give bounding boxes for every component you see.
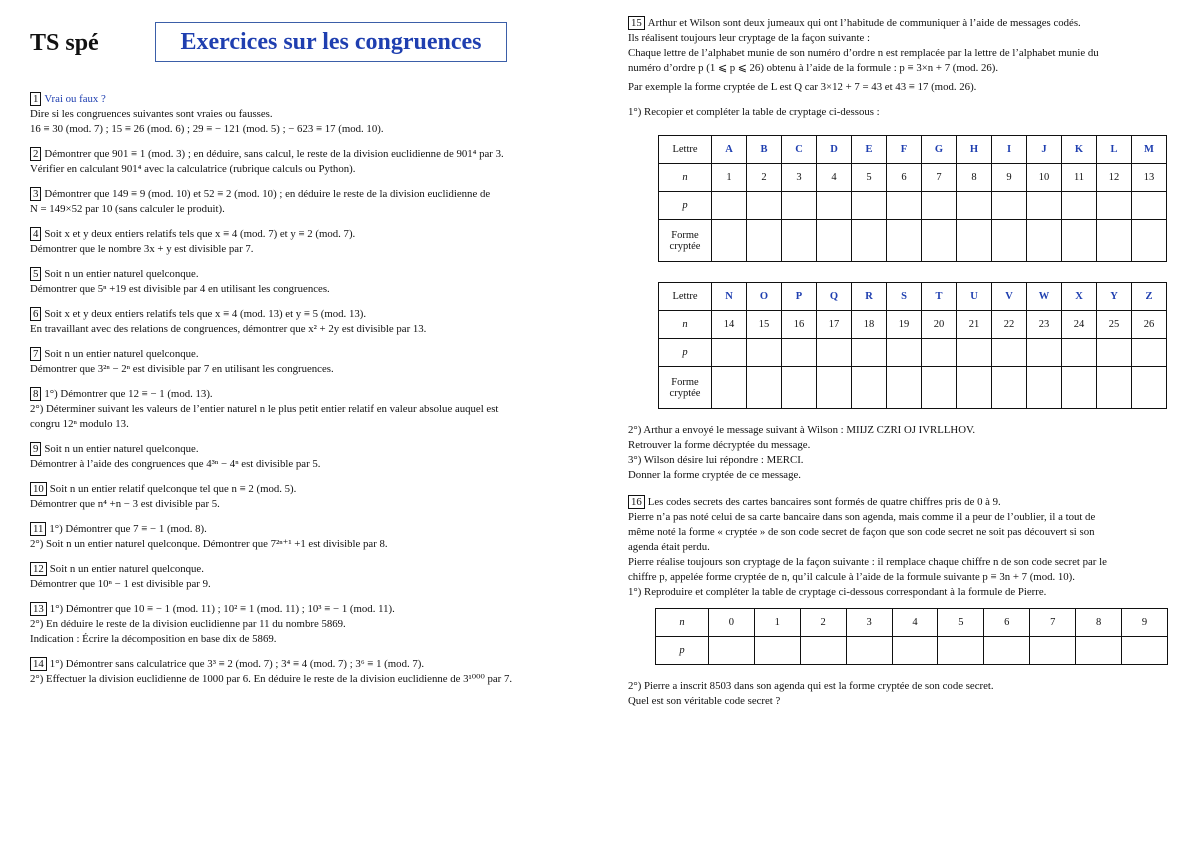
n-cell: 24 <box>1062 311 1097 339</box>
ex16-line-1: Pierre n’a pas noté celui de sa carte bancaire dans son agenda, mais comme il a peur de l’oublier, il a tout de <box>628 511 1096 523</box>
exercise-number: 8 <box>30 387 41 401</box>
exercise-6 <box>30 307 585 337</box>
n-cell: 12 <box>1097 164 1132 192</box>
exercise-number: 4 <box>30 227 41 241</box>
exercise-number: 10 <box>30 482 47 496</box>
n-cell: 8 <box>1076 609 1122 637</box>
n-cell: 8 <box>957 164 992 192</box>
forme-row <box>659 220 1167 262</box>
n-cell: 0 <box>708 609 754 637</box>
ex15-intro-1: Ils réalisent toujours leur cryptage de la façon suivante : <box>628 32 870 44</box>
ex15-example: Par exemple la forme cryptée de L est Q car 3×12 + 7 = 43 et 43 ≡ 17 (mod. 26). <box>628 81 977 93</box>
exercise-line <box>30 147 585 162</box>
n-cell: 5 <box>852 164 887 192</box>
exercise-2 <box>30 147 585 177</box>
n-row <box>659 164 1167 192</box>
row-label-p: p <box>659 339 712 367</box>
letter-cell: G <box>922 136 957 164</box>
exercise-line: N = 149×52 par 10 (sans calculer le produit). <box>30 203 225 215</box>
exercise-8 <box>30 387 585 432</box>
n-cell: 1 <box>712 164 747 192</box>
exercise-10 <box>30 482 585 512</box>
letter-cell: N <box>712 283 747 311</box>
crypt-table-digits <box>655 608 1168 665</box>
exercise-line: Démontrer que le nombre 3x + y est divisible par 7. <box>30 243 254 255</box>
letter-cell: I <box>992 136 1027 164</box>
exercise-number: 6 <box>30 307 41 321</box>
row-label-n: n <box>659 164 712 192</box>
letter-cell: S <box>887 283 922 311</box>
n-row <box>659 311 1167 339</box>
n-cell: 20 <box>922 311 957 339</box>
ex15-questions <box>628 423 1168 483</box>
exercise-line: 2°) Déterminer suivant les valeurs de l’entier naturel n le plus petit entier relatif en valeur absolue auquel est <box>30 403 499 415</box>
exercise-4 <box>30 227 585 257</box>
letter-cell: X <box>1062 283 1097 311</box>
exercise-16 <box>628 495 1168 600</box>
worksheet-title: Exercices sur les congruences <box>155 22 507 62</box>
forme-row <box>659 367 1167 409</box>
n-cell: 16 <box>782 311 817 339</box>
n-cell: 5 <box>938 609 984 637</box>
n-cell: 10 <box>1027 164 1062 192</box>
exercise-line: Démontrer que n⁴ +n − 3 est divisible par 5. <box>30 498 220 510</box>
exercise-9 <box>30 442 585 472</box>
letter-cell: T <box>922 283 957 311</box>
exercise-14 <box>30 657 585 687</box>
letter-cell: V <box>992 283 1027 311</box>
exercise-line <box>30 482 585 497</box>
exercise-3 <box>30 187 585 217</box>
exercise-text: Soit x et y deux entiers relatifs tels que x ≡ 4 (mod. 13) et y ≡ 5 (mod. 13). <box>44 308 367 320</box>
exercise-text: Soit n un entier naturel quelconque. <box>44 268 199 280</box>
exercise-13 <box>30 602 585 647</box>
letter-cell: H <box>957 136 992 164</box>
exercise-number: 1 <box>30 92 41 106</box>
p-row <box>656 637 1168 665</box>
row-label-letter: Lettre <box>659 283 712 311</box>
exercise-text: Soit n un entier naturel quelconque. <box>49 563 204 575</box>
exercise-number: 3 <box>30 187 41 201</box>
ex15-intro-3: numéro d’ordre p (1 ⩽ p ⩽ 26) obtenu à l’aide de la formule : p ≡ 3×n + 7 (mod. 26). <box>628 62 999 74</box>
exercise-line: 2°) Effectuer la division euclidienne de 1000 par 6. En déduire le reste de la division euclidienne de 3¹⁰⁰⁰ par 7. <box>30 673 513 685</box>
row-label-p: p <box>659 192 712 220</box>
letter-cell: P <box>782 283 817 311</box>
n-cell: 6 <box>984 609 1030 637</box>
exercise-title: Vrai ou faux ? <box>44 93 106 105</box>
level-title: TS spé <box>30 30 99 56</box>
exercise-line: Dire si les congruences suivantes sont vraies ou fausses. <box>30 108 273 120</box>
letter-cell: M <box>1132 136 1167 164</box>
letter-cell: Y <box>1097 283 1132 311</box>
n-cell: 4 <box>817 164 852 192</box>
n-cell: 26 <box>1132 311 1167 339</box>
exercise-text: 1°) Démontrer que 12 ≡ − 1 (mod. 13). <box>44 388 213 400</box>
n-cell: 6 <box>887 164 922 192</box>
exercise-line <box>30 387 585 402</box>
exercise-line <box>30 602 585 617</box>
exercise-line <box>30 442 585 457</box>
right-column <box>628 16 1168 719</box>
exercise-number: 16 <box>628 495 645 509</box>
n-row <box>656 609 1168 637</box>
ex15-q2-3: Donner la forme cryptée de ce message. <box>628 469 801 481</box>
row-label-n: n <box>656 609 709 637</box>
ex15-intro-0: Arthur et Wilson sont deux jumeaux qui ont l’habitude de communiquer à l’aide de messages codés. <box>647 17 1081 29</box>
n-cell: 21 <box>957 311 992 339</box>
row-label-letter: Lettre <box>659 136 712 164</box>
exercise-line: congru 12ⁿ modulo 13. <box>30 418 129 430</box>
exercise-line <box>30 657 585 672</box>
exercise-11 <box>30 522 585 552</box>
ex15-intro-2: Chaque lettre de l’alphabet munie de son numéro d’ordre n est remplacée par la lettre de l’alphabet munie du <box>628 47 1099 59</box>
exercise-text: Soit n un entier naturel quelconque. <box>44 348 199 360</box>
p-row <box>659 339 1167 367</box>
ex15-q2-0: 2°) Arthur a envoyé le message suivant à Wilson : MIIJZ CZRI OJ IVRLLHOV. <box>628 424 976 436</box>
n-cell: 7 <box>922 164 957 192</box>
exercise-line: En travaillant avec des relations de congruences, démontrer que x² + 2y est divisible par 13. <box>30 323 427 335</box>
exercise-text: Démontrer que 901 ≡ 1 (mod. 3) ; en déduire, sans calcul, le reste de la division euclidienne de 901⁴ par 3. <box>44 148 504 160</box>
letter-cell: W <box>1027 283 1062 311</box>
exercise-text: Soit n un entier naturel quelconque. <box>44 443 199 455</box>
ex16-line-5: chiffre p, appelée forme cryptée de n, qu’il calcule à l’aide de la formule suivante p ≡ 3n + 7 (mod. 10). <box>628 571 1075 583</box>
n-cell: 17 <box>817 311 852 339</box>
ex15-q1: 1°) Recopier et compléter la table de cryptage ci-dessous : <box>628 106 880 118</box>
exercise-5 <box>30 267 585 297</box>
exercise-text: Soit n un entier relatif quelconque tel que n ≡ 2 (mod. 5). <box>49 483 297 495</box>
row-label-forme: Forme cryptée <box>659 220 712 262</box>
letter-cell: Q <box>817 283 852 311</box>
n-cell: 22 <box>992 311 1027 339</box>
n-cell: 3 <box>846 609 892 637</box>
n-cell: 15 <box>747 311 782 339</box>
exercise-line: Démontrer que 3²ⁿ − 2ⁿ est divisible par 7 en utilisant les congruences. <box>30 363 334 375</box>
exercise-line: Démontrer que 5ⁿ +19 est divisible par 4 en utilisant les congruences. <box>30 283 330 295</box>
exercise-line: Vérifier en calculant 901⁴ avec la calculatrice (rubrique calculs ou Python). <box>30 163 356 175</box>
exercise-number: 13 <box>30 602 47 616</box>
exercise-number: 7 <box>30 347 41 361</box>
exercise-number: 12 <box>30 562 47 576</box>
letter-cell: Z <box>1132 283 1167 311</box>
n-cell: 25 <box>1097 311 1132 339</box>
ex16-line-0: Les codes secrets des cartes bancaires sont formés de quatre chiffres pris de 0 à 9. <box>647 496 1001 508</box>
letter-cell: E <box>852 136 887 164</box>
exercise-line <box>30 522 585 537</box>
ex16-questions <box>628 679 1168 709</box>
n-cell: 7 <box>1030 609 1076 637</box>
exercise-15 <box>628 16 1168 120</box>
exercise-line <box>30 267 585 282</box>
exercise-number: 2 <box>30 147 41 161</box>
ex16-line-2: même noté la forme « cryptée » de son code secret de façon que son code secret ne soit pas découvert si son <box>628 526 1095 538</box>
ex16-line-3: agenda était perdu. <box>628 541 710 553</box>
letter-cell: K <box>1062 136 1097 164</box>
row-label-forme: Forme cryptée <box>659 367 712 409</box>
n-cell: 11 <box>1062 164 1097 192</box>
exercise-7 <box>30 347 585 377</box>
n-cell: 23 <box>1027 311 1062 339</box>
ex15-q2-2: 3°) Wilson désire lui répondre : MERCI. <box>628 454 804 466</box>
letter-cell: A <box>712 136 747 164</box>
exercise-number: 14 <box>30 657 47 671</box>
exercise-line: 2°) En déduire le reste de la division euclidienne par 11 du nombre 5869. <box>30 618 346 630</box>
exercise-16-line <box>628 495 1168 510</box>
left-column <box>30 92 585 697</box>
exercise-line <box>30 227 585 242</box>
exercise-line <box>30 562 585 577</box>
row-label-n: n <box>659 311 712 339</box>
exercise-number: 15 <box>628 16 645 30</box>
ex16-line-6: 1°) Reproduire et compléter la table de cryptage ci-dessous correspondant à la formule de Pierre. <box>628 586 1047 598</box>
ex16-line-4: Pierre réalise toujours son cryptage de la façon suivante : il remplace chaque chiffre n de son code secret par le <box>628 556 1107 568</box>
n-cell: 2 <box>747 164 782 192</box>
n-cell: 19 <box>887 311 922 339</box>
exercise-text: 1°) Démontrer sans calculatrice que 3³ ≡ 2 (mod. 7) ; 3⁴ ≡ 4 (mod. 7) ; 3⁶ ≡ 1 (mod. 7). <box>49 658 425 670</box>
n-cell: 14 <box>712 311 747 339</box>
letter-cell: R <box>852 283 887 311</box>
exercise-line: 16 ≡ 30 (mod. 7) ; 15 ≡ 26 (mod. 6) ; 29 ≡ − 121 (mod. 5) ; − 623 ≡ 17 (mod. 10). <box>30 123 384 135</box>
exercise-text: 1°) Démontrer que 7 ≡ − 1 (mod. 8). <box>49 523 207 535</box>
n-cell: 18 <box>852 311 887 339</box>
exercise-line: Démontrer que 10ⁿ − 1 est divisible par 9. <box>30 578 211 590</box>
row-label-p: p <box>656 637 709 665</box>
n-cell: 2 <box>800 609 846 637</box>
letter-cell: B <box>747 136 782 164</box>
exercise-line: Démontrer à l’aide des congruences que 4³ⁿ − 4ⁿ est divisible par 5. <box>30 458 321 470</box>
exercise-line <box>30 187 585 202</box>
crypt-table-a-m <box>658 135 1167 262</box>
exercise-12 <box>30 562 585 592</box>
letter-cell: F <box>887 136 922 164</box>
n-cell: 13 <box>1132 164 1167 192</box>
n-cell: 4 <box>892 609 938 637</box>
letter-cell: L <box>1097 136 1132 164</box>
letter-row <box>659 283 1167 311</box>
exercise-text: Soit x et y deux entiers relatifs tels que x ≡ 4 (mod. 7) et y ≡ 2 (mod. 7). <box>44 228 356 240</box>
letter-cell: U <box>957 283 992 311</box>
exercise-number: 11 <box>30 522 46 536</box>
exercise-line <box>30 92 585 107</box>
n-cell: 3 <box>782 164 817 192</box>
n-cell: 9 <box>1122 609 1168 637</box>
exercise-line: Indication : Écrire la décomposition en base dix de 5869. <box>30 633 277 645</box>
n-cell: 1 <box>754 609 800 637</box>
letter-cell: O <box>747 283 782 311</box>
exercise-number: 9 <box>30 442 41 456</box>
exercise-line <box>30 347 585 362</box>
n-cell: 9 <box>992 164 1027 192</box>
letter-cell: C <box>782 136 817 164</box>
ex15-q2-1: Retrouver la forme décryptée du message. <box>628 439 811 451</box>
exercise-line <box>30 307 585 322</box>
ex16-q2-0: 2°) Pierre a inscrit 8503 dans son agenda qui est la forme cryptée de son code secret. <box>628 680 994 692</box>
exercise-text: 1°) Démontrer que 10 ≡ − 1 (mod. 11) ; 10² ≡ 1 (mod. 11) ; 10³ ≡ − 1 (mod. 11). <box>49 603 395 615</box>
p-row <box>659 192 1167 220</box>
letter-cell: J <box>1027 136 1062 164</box>
exercise-1 <box>30 92 585 137</box>
letter-row <box>659 136 1167 164</box>
exercise-number: 5 <box>30 267 41 281</box>
exercise-line: 2°) Soit n un entier naturel quelconque. Démontrer que 7²ⁿ⁺¹ +1 est divisible par 8. <box>30 538 388 550</box>
crypt-table-n-z <box>658 282 1167 409</box>
ex16-q2-1: Quel est son véritable code secret ? <box>628 695 781 707</box>
letter-cell: D <box>817 136 852 164</box>
exercise-15-line <box>628 16 1168 31</box>
exercise-text: Démontrer que 149 ≡ 9 (mod. 10) et 52 ≡ 2 (mod. 10) ; en déduire le reste de la division euclidienne de <box>44 188 491 200</box>
